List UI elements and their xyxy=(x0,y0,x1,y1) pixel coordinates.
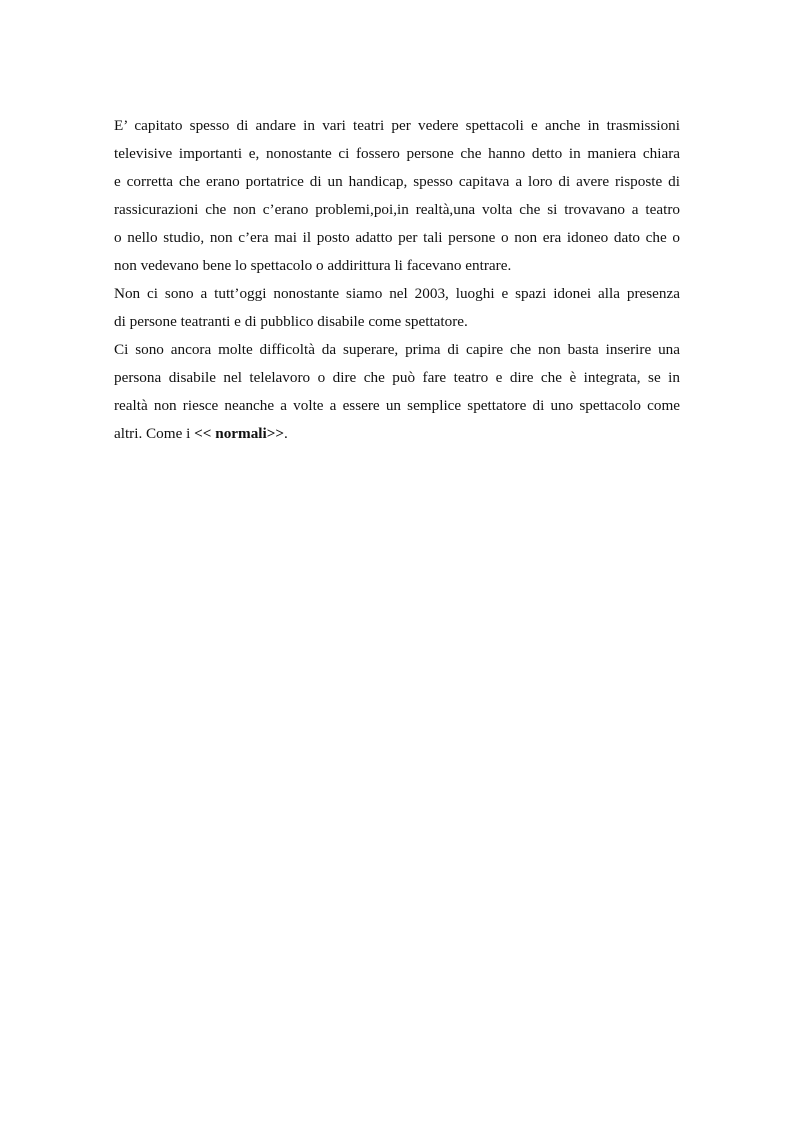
text-line: non vedevano bene lo spettacolo o addirittura li facevano entrare. xyxy=(114,257,512,274)
text-line: televisive importanti e, nonostante ci fossero persone che hanno detto in maniera chiara xyxy=(114,145,680,162)
text-line: realtà non riesce neanche a volte a essere un semplice spettatore di uno spettacolo come xyxy=(114,397,680,414)
text-line: persona disabile nel telelavoro o dire che può fare teatro e dire che è integrata, se in xyxy=(114,369,680,386)
paragraph-1 xyxy=(114,112,680,280)
text-line: rassicurazioni che non c’erano problemi,poi,in realtà,una volta che si trovavano a teatro xyxy=(114,201,680,218)
text-line: o nello studio, non c’era mai il posto adatto per tali persone o non era idoneo dato che o xyxy=(114,229,680,246)
paragraph-2 xyxy=(114,280,680,336)
emphasized-word: << normali>> xyxy=(194,425,285,442)
final-line-prefix: altri. Come i xyxy=(114,425,195,442)
text-line: Ci sono ancora molte difficoltà da superare, prima di capire che non basta inserire una xyxy=(114,341,680,358)
body-text xyxy=(114,112,680,448)
text-line: E’ capitato spesso di andare in vari teatri per vedere spettacoli e anche in trasmissioni xyxy=(114,117,680,134)
final-line-suffix: . xyxy=(284,425,288,442)
paragraph-3 xyxy=(114,336,680,448)
text-line-final xyxy=(114,420,680,448)
text-line: di persone teatranti e di pubblico disabile come spettatore. xyxy=(114,313,468,330)
text-line: e corretta che erano portatrice di un handicap, spesso capitava a loro di avere risposte di xyxy=(114,173,680,190)
text-line: Non ci sono a tutt’oggi nonostante siamo nel 2003, luoghi e spazi idonei alla presenza xyxy=(114,285,680,302)
